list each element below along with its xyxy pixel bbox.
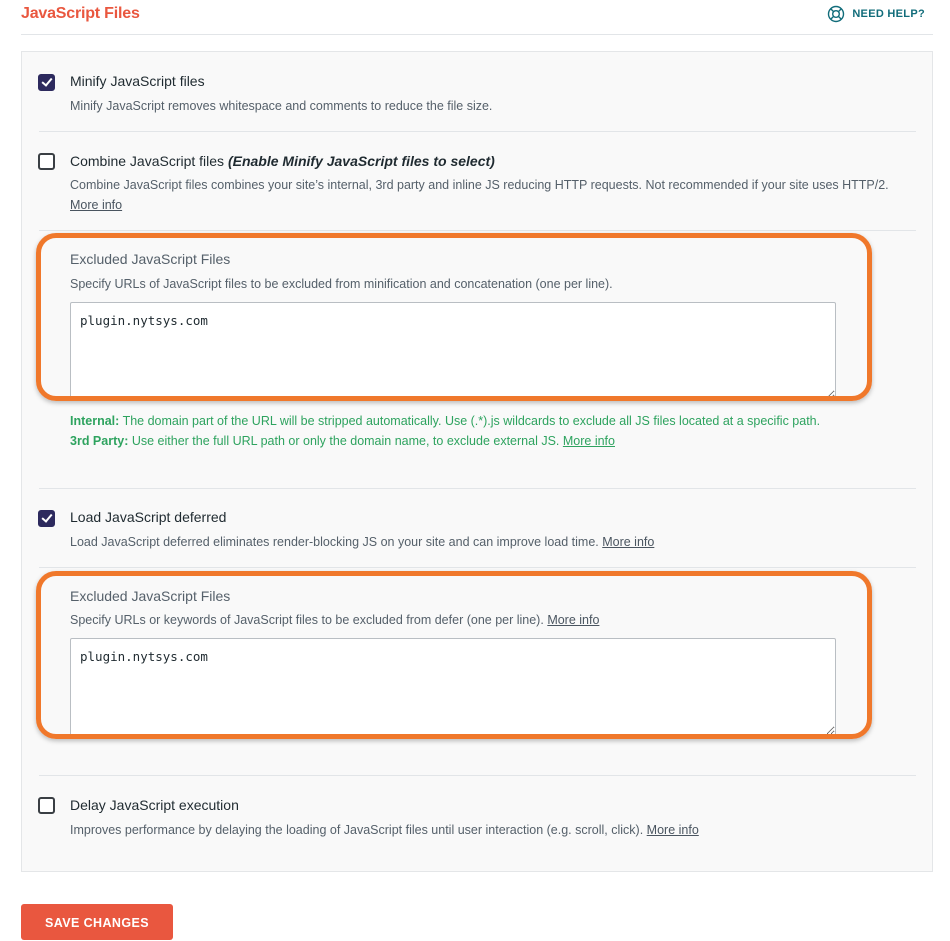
excluded-js-minify-textarea[interactable] [70,302,836,400]
minify-js-description: Minify JavaScript removes whitespace and comments to reduce the file size. [70,99,493,113]
delay-js-label: Delay JavaScript execution [70,797,239,813]
hint-internal-text: The domain part of the URL will be stripped automatically. Use (.*).js wildcards to exclude all JS files located at a specific path. [122,414,821,428]
delay-js-description [70,820,920,840]
combine-js-label-text: Combine JavaScript files [70,153,225,169]
excluded-js-defer-description-text: Specify URLs or keywords of JavaScript files to be excluded from defer (one per line). [70,613,544,627]
excluded-js-defer-textarea[interactable] [70,638,836,736]
excluded-js-minify-hint [70,411,830,451]
lifebuoy-icon [827,5,845,23]
divider [39,567,916,568]
minify-js-checkbox[interactable] [38,74,55,91]
hint-more-info-link[interactable]: More info [562,434,615,448]
javascript-settings-panel [21,51,933,872]
minify-js-label: Minify JavaScript files [70,73,205,89]
divider [39,131,916,132]
delay-js-more-info-link[interactable]: More info [646,823,699,837]
excluded-js-defer-more-info-link[interactable]: More info [547,613,600,627]
combine-js-description [70,175,920,215]
need-help-label: NEED HELP? [852,8,925,20]
defer-js-more-info-link[interactable]: More info [602,535,655,549]
hint-internal-label: Internal: [70,414,120,428]
divider [39,488,916,489]
hint-3rd-party-text: Use either the full URL path or only the domain name, to exclude external JS. [131,434,560,448]
divider [39,775,916,776]
combine-js-description-text: Combine JavaScript files combines your site’s internal, 3rd party and inline JS reducing HTTP requests. Not recommended if your site uses HTTP/2. [70,178,889,192]
delay-js-checkbox[interactable] [38,797,55,814]
combine-js-more-info-link[interactable]: More info [70,198,123,212]
hint-3rd-party-label: 3rd Party: [70,434,129,448]
divider [39,230,916,231]
defer-js-description-text: Load JavaScript deferred eliminates render-blocking JS on your site and can improve load time. [70,535,599,549]
combine-js-checkbox[interactable] [38,153,55,170]
excluded-js-defer-description [70,613,599,627]
page-title: JavaScript Files [21,5,140,22]
defer-js-description [70,532,920,552]
excluded-js-defer-title: Excluded JavaScript Files [70,588,231,604]
delay-js-description-text: Improves performance by delaying the loading of JavaScript files until user interaction (e.g. scroll, click). [70,823,644,837]
need-help-link[interactable] [827,5,925,23]
save-changes-button[interactable]: SAVE CHANGES [21,904,173,940]
excluded-js-minify-title: Excluded JavaScript Files [70,251,231,267]
section-header [21,0,933,35]
defer-js-checkbox[interactable] [38,510,55,527]
combine-js-label [70,153,495,169]
defer-js-label: Load JavaScript deferred [70,509,227,525]
combine-js-label-note: (Enable Minify JavaScript files to select) [227,153,495,169]
excluded-js-minify-description: Specify URLs of JavaScript files to be excluded from minification and concatenation (one per line). [70,277,613,291]
